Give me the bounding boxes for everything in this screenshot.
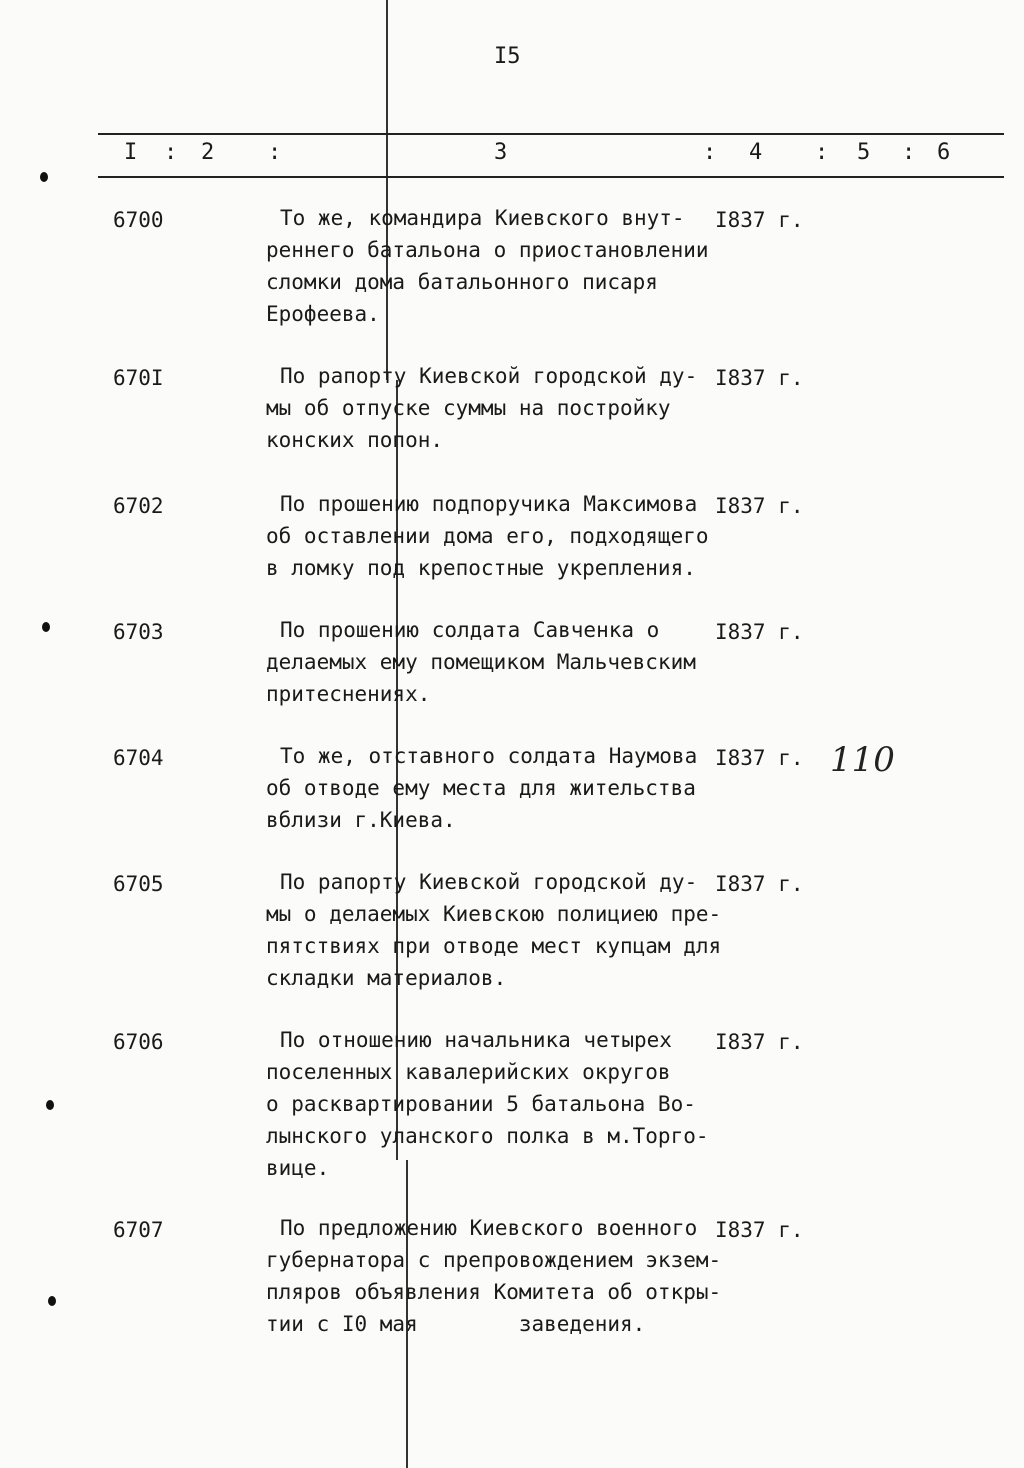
entry-year: I837 г. bbox=[715, 620, 804, 644]
column-separator: : bbox=[164, 140, 178, 165]
entry-number: 670I bbox=[113, 366, 164, 390]
entry-text-line: пятствиях при отводе мест купцам для bbox=[266, 934, 722, 958]
column-header: 2 bbox=[201, 140, 215, 165]
entry-text-line: сломки дома батальонного писаря bbox=[266, 270, 658, 294]
entry-number: 6705 bbox=[113, 872, 164, 896]
entry-text-line: По рапорту Киевской городской ду- bbox=[280, 870, 698, 894]
handwritten-mark: 110 bbox=[830, 740, 895, 780]
entry-text-line: об оставлении дома его, подходящего bbox=[266, 524, 709, 548]
table-top-rule bbox=[98, 133, 1004, 135]
column-separator: : bbox=[703, 140, 717, 165]
entry-number: 6703 bbox=[113, 620, 164, 644]
entry-text-line: об отводе ему места для жительства bbox=[266, 776, 696, 800]
column-separator: : bbox=[268, 140, 282, 165]
page-number: I5 bbox=[494, 44, 521, 69]
entry-text-line: тии с I0 мая заведения. bbox=[266, 1312, 646, 1336]
entry-text-line: складки материалов. bbox=[266, 966, 507, 990]
entry-number: 6702 bbox=[113, 494, 164, 518]
entry-text-line: вице. bbox=[266, 1156, 330, 1180]
column-header: 6 bbox=[937, 140, 951, 165]
entry-text-line: мы об отпуске суммы на постройку bbox=[266, 396, 671, 420]
entry-text-line: конских попон. bbox=[266, 428, 444, 452]
entry-year: I837 г. bbox=[715, 1218, 804, 1242]
entry-text-line: По прошению подпоручика Максимова bbox=[280, 492, 698, 516]
entry-text-line: притеснениях. bbox=[266, 682, 431, 706]
entry-text-line: в ломку под крепостные укрепления. bbox=[266, 556, 696, 580]
entry-text-line: По предложению Киевского военного bbox=[280, 1216, 698, 1240]
entry-number: 6700 bbox=[113, 208, 164, 232]
entry-text-line: По отношению начальника четырех bbox=[280, 1028, 672, 1052]
entry-text-line: губернатора с препровождением экзем- bbox=[266, 1248, 722, 1272]
entry-text-line: пляров объявления Комитета об откры- bbox=[266, 1280, 722, 1304]
entry-text-line: То же, командира Киевского внут- bbox=[280, 206, 685, 230]
column-separator: : bbox=[815, 140, 829, 165]
entry-text-line: о расквартировании 5 батальона Во- bbox=[266, 1092, 696, 1116]
entry-number: 6704 bbox=[113, 746, 164, 770]
entry-year: I837 г. bbox=[715, 208, 804, 232]
entry-text-line: поселенных кавалерийских округов bbox=[266, 1060, 671, 1084]
entry-text-line: мы о делаемых Киевскою полициею пре- bbox=[266, 902, 722, 926]
entry-text-line: То же, отставного солдата Наумова bbox=[280, 744, 698, 768]
entry-text-line: лынского уланского полка в м.Торго- bbox=[266, 1124, 709, 1148]
table-header-rule bbox=[98, 176, 1004, 178]
entry-number: 6706 bbox=[113, 1030, 164, 1054]
entry-year: I837 г. bbox=[715, 494, 804, 518]
entry-text-line: вблизи г.Киева. bbox=[266, 808, 456, 832]
entry-text-line: По рапорту Киевской городской ду- bbox=[280, 364, 698, 388]
punch-hole bbox=[42, 622, 50, 632]
entry-year: I837 г. bbox=[715, 366, 804, 390]
punch-hole bbox=[40, 172, 48, 182]
column-header: 4 bbox=[749, 140, 763, 165]
punch-hole bbox=[46, 1100, 54, 1110]
entry-text-line: По прошению солдата Савченка о bbox=[280, 618, 660, 642]
entry-text-line: делаемых ему помещиком Мальчевским bbox=[266, 650, 696, 674]
entry-year: I837 г. bbox=[715, 872, 804, 896]
column-header: 5 bbox=[857, 140, 871, 165]
column-header: 3 bbox=[494, 140, 508, 165]
entry-year: I837 г. bbox=[715, 746, 804, 770]
entry-text-line: реннего батальона о приостановлении bbox=[266, 238, 709, 262]
column-header: I bbox=[124, 140, 138, 165]
entry-number: 6707 bbox=[113, 1218, 164, 1242]
entry-year: I837 г. bbox=[715, 1030, 804, 1054]
column-separator: : bbox=[902, 140, 916, 165]
entry-text-line: Ерофеева. bbox=[266, 302, 380, 326]
punch-hole bbox=[48, 1296, 56, 1306]
vertical-rule bbox=[386, 0, 388, 380]
